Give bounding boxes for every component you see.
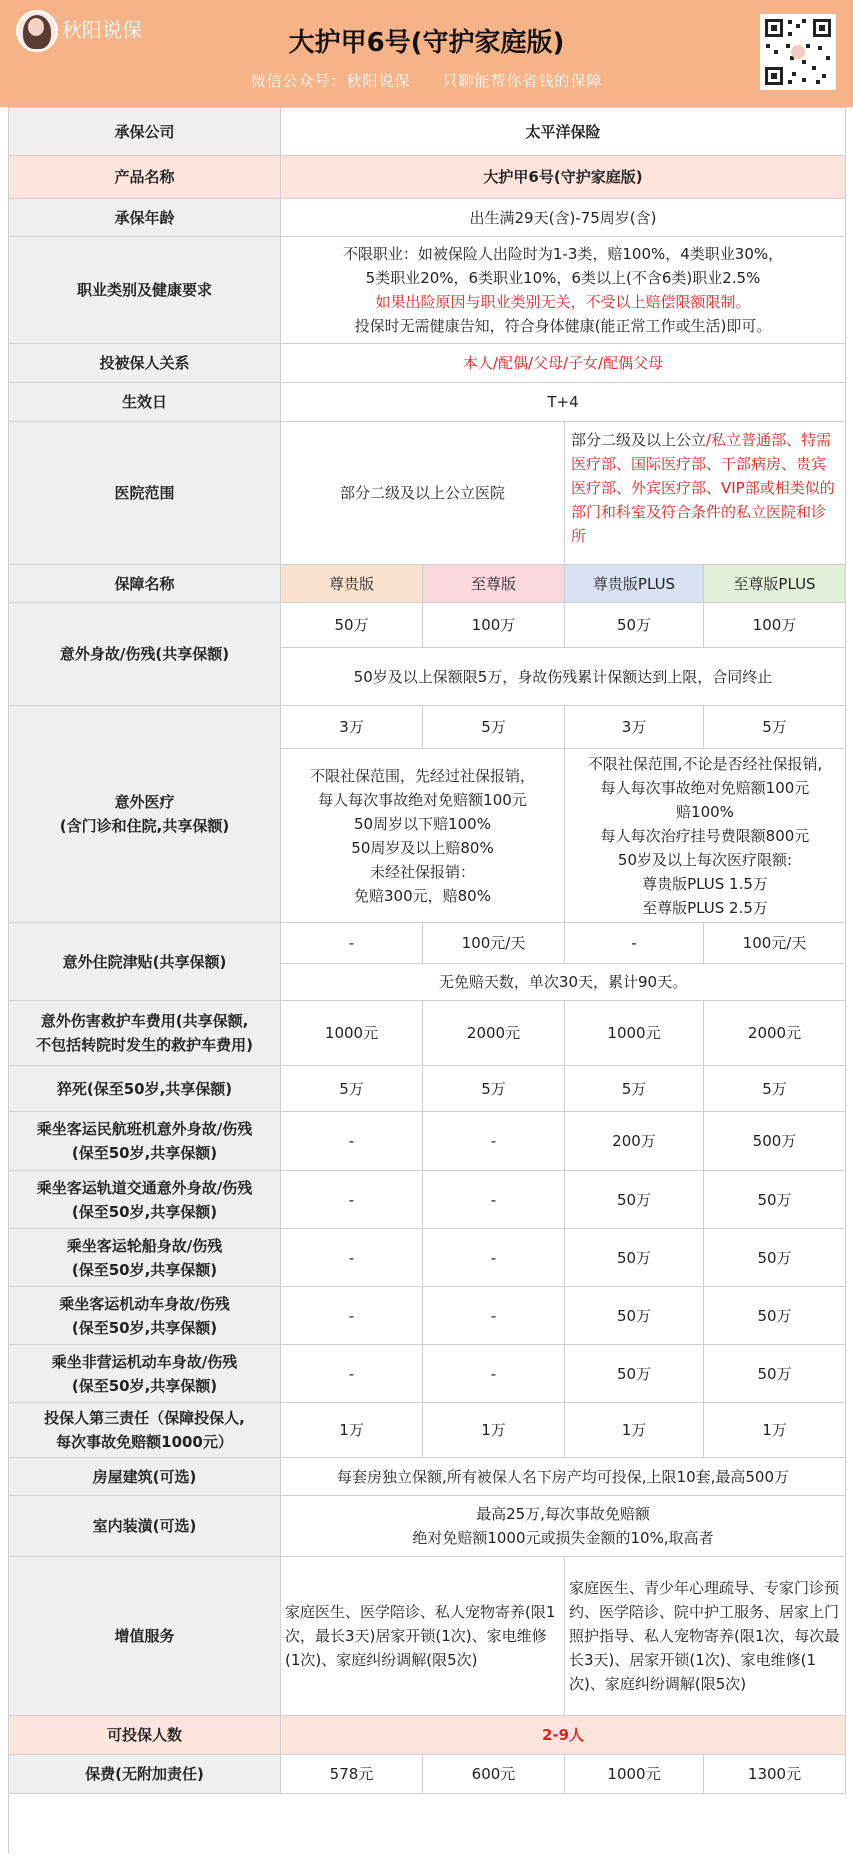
hospital-plus-public: 部分二级及以上公立 (571, 431, 707, 449)
accident-death-note: 50岁及以上保额限5万，身故伤残累计保额达到上限，合同终止 (281, 648, 846, 706)
hospital-plus-private: /私立普通部、特需医疗部、国际医疗部、干部病房、贵宾医疗部、外宾医疗部、VIP部或相类似的部门和科室及符合条件的私立医院和诊所 (571, 431, 835, 545)
premium-label: 保费(无附加责任) (9, 1755, 281, 1794)
hospital-allowance-p1: - (281, 923, 423, 964)
sudden-death-p2: 5万 (423, 1066, 565, 1112)
occupation-line: 不限职业：如被保险人出险时为1-3类，赔100%，4类职业30%， (342, 245, 784, 263)
flight-p2: - (423, 1112, 565, 1171)
hospital-basic: 部分二级及以上公立医院 (281, 422, 565, 565)
company-label: 承保公司 (9, 108, 281, 156)
hospital-allowance-label: 意外住院津贴(共享保额) (9, 923, 281, 1001)
third-party-p2: 1万 (423, 1403, 565, 1458)
ship-label-line: 乘坐客运轮船身故/伤残 (66, 1236, 223, 1255)
rail-label (9, 1171, 281, 1229)
flight-p4: 500万 (704, 1112, 846, 1171)
accident-medical-basic-line: 每人每次事故绝对免赔额100元 (318, 790, 527, 809)
qr-code-icon (760, 14, 836, 90)
rail-p1: - (281, 1171, 423, 1229)
accident-medical-plus-line: 每人每次治疗挂号费限额800元 (600, 826, 810, 845)
accident-medical-label-line: 意外医疗 (114, 793, 175, 811)
ship-p4: 50万 (704, 1229, 846, 1287)
accident-death-p3: 50万 (565, 603, 704, 648)
decoration-label: 室内装潢(可选) (9, 1496, 281, 1557)
effective-label: 生效日 (9, 383, 281, 422)
accident-medical-plus-line: 至尊版PLUS 2.5万 (642, 898, 768, 917)
ship-p2: - (423, 1229, 565, 1287)
value-added-plus: 家庭医生、青少年心理疏导、专家门诊预约、医学陪诊、院中护工服务、居家上门照护指导、私人宠物寄养(限1次，每次最长3天)、居家开锁(1次)、家电维修(1次)、家庭纠纷调解(限5次) (565, 1557, 846, 1716)
ship-label-line: (保至50岁,共享保额) (71, 1260, 218, 1279)
ambulance-label-line: 意外伤害救护车费用(共享保额, (40, 1012, 249, 1030)
car-p3: 50万 (565, 1345, 704, 1403)
rail-p2: - (423, 1171, 565, 1229)
accident-medical-basic-line: 50周岁及以上赔80% (351, 838, 494, 857)
accident-death-p2: 100万 (423, 603, 565, 648)
car-p2: - (423, 1345, 565, 1403)
accident-death-p1: 50万 (281, 603, 423, 648)
ambulance-label-line: 不包括转院时发生的救护车费用) (36, 1036, 253, 1054)
plan-header-3: 尊贵版PLUS (565, 565, 704, 603)
car-label-line: (保至50岁,共享保额) (71, 1376, 218, 1395)
bus-label (9, 1287, 281, 1345)
occupation-value (281, 237, 846, 344)
sudden-death-label: 猝死(保至50岁,共享保额) (9, 1066, 281, 1112)
flight-label-line: (保至50岁,共享保额) (71, 1144, 218, 1162)
premium-p2: 600元 (423, 1755, 565, 1794)
premium-p3: 1000元 (565, 1755, 704, 1794)
rail-label-line: 乘坐客运轨道交通意外身故/伤残 (36, 1178, 253, 1197)
third-party-p1: 1万 (281, 1403, 423, 1458)
third-party-label (9, 1403, 281, 1458)
age-value: 出生满29天(含)-75周岁(含) (281, 199, 846, 237)
bus-p2: - (423, 1287, 565, 1345)
accident-medical-plus-line: 赔100% (676, 802, 734, 821)
brand-name: 秋阳说保 (62, 18, 142, 42)
rail-label-line: (保至50岁,共享保额) (71, 1202, 218, 1221)
accident-medical-p1: 3万 (281, 706, 423, 749)
health-requirement: 投保时无需健康告知，符合身体健康(能正常工作或生活)即可。 (354, 317, 772, 335)
page-title: 大护甲6号(守护家庭版) (288, 28, 565, 58)
third-party-p4: 1万 (704, 1403, 846, 1458)
ambulance-p4: 2000元 (704, 1001, 846, 1066)
ship-p1: - (281, 1229, 423, 1287)
page-subtitle: 微信公众号：秋阳说保 只聊能帮你省钱的保障 (250, 72, 603, 90)
plan-header-2: 至尊版 (423, 565, 565, 603)
flight-label-line: 乘坐客运民航班机意外身故/伤残 (36, 1120, 253, 1138)
product-value: 大护甲6号(守护家庭版) (281, 156, 846, 199)
flight-label (9, 1112, 281, 1171)
house-value: 每套房独立保额,所有被保人名下房产均可投保,上限10套,最高500万 (281, 1458, 846, 1496)
hospital-allowance-p3: - (565, 923, 704, 964)
accident-medical-plus-line: 每人每次事故绝对免赔额100元 (600, 778, 810, 797)
car-label (9, 1345, 281, 1403)
third-party-p3: 1万 (565, 1403, 704, 1458)
insured-count-value: 2-9人 (281, 1716, 846, 1755)
accident-death-p4: 100万 (704, 603, 846, 648)
bus-label-line: 乘坐客运机动车身故/伤残 (59, 1294, 230, 1313)
accident-medical-plus-line: 不限社保范围,不论是否经社保报销, (587, 754, 823, 773)
bus-p4: 50万 (704, 1287, 846, 1345)
third-party-label-line: 投保人第三责任（保障投保人, (44, 1409, 245, 1427)
header (0, 0, 853, 107)
rail-p4: 50万 (704, 1171, 846, 1229)
accident-medical-basic-line: 不限社保范围，先经过社保报销， (309, 766, 535, 785)
car-p4: 50万 (704, 1345, 846, 1403)
house-label: 房屋建筑(可选) (9, 1458, 281, 1496)
bus-p3: 50万 (565, 1287, 704, 1345)
ambulance-label (9, 1001, 281, 1066)
accident-medical-basic-line: 免赔300元，赔80% (354, 886, 491, 905)
value-added-basic: 家庭医生、医学陪诊、私人宠物寄养(限1次，最长3天)居家开锁(1次)、家电维修(1次)、家庭纠纷调解(限5次) (281, 1557, 565, 1716)
accident-medical-plus-line: 尊贵版PLUS 1.5万 (642, 874, 768, 893)
ambulance-p3: 1000元 (565, 1001, 704, 1066)
ship-p3: 50万 (565, 1229, 704, 1287)
accident-medical-p3: 3万 (565, 706, 704, 749)
accident-medical-plus-line: 50岁及以上每次医疗限额: (617, 850, 793, 869)
relation-label: 投被保人关系 (9, 344, 281, 383)
flight-p3: 200万 (565, 1112, 704, 1171)
effective-value: T+4 (281, 383, 846, 422)
hospital-plus (565, 422, 846, 565)
hospital-label: 医院范围 (9, 422, 281, 565)
sudden-death-p3: 5万 (565, 1066, 704, 1112)
rail-p3: 50万 (565, 1171, 704, 1229)
accident-medical-basic-line: 50周岁以下赔100% (354, 814, 491, 833)
accident-medical-label-line: (含门诊和住院,共享保额) (59, 817, 230, 835)
insured-count-label: 可投保人数 (9, 1716, 281, 1755)
value-added-label: 增值服务 (9, 1557, 281, 1716)
accident-medical-plus (565, 749, 846, 923)
premium-p4: 1300元 (704, 1755, 846, 1794)
bus-label-line: (保至50岁,共享保额) (71, 1318, 218, 1337)
decoration-line: 最高25万,每次事故免赔额 (476, 1505, 650, 1523)
third-party-label-line: 每次事故免赔额1000元） (56, 1433, 233, 1451)
plan-header-1: 尊贵版 (281, 565, 423, 603)
accident-medical-label (9, 706, 281, 923)
product-label: 产品名称 (9, 156, 281, 199)
plan-header-4: 至尊版PLUS (704, 565, 846, 603)
occupation-label: 职业类别及健康要求 (9, 237, 281, 344)
premium-p1: 578元 (281, 1755, 423, 1794)
ambulance-p2: 2000元 (423, 1001, 565, 1066)
age-label: 承保年龄 (9, 199, 281, 237)
hospital-allowance-p2: 100元/天 (423, 923, 565, 964)
accident-medical-basic-line: 未经社保报销： (369, 862, 475, 881)
occupation-line: 5类职业20%，6类职业10%，6类以上(不含6类)职业2.5% (365, 269, 761, 287)
accident-medical-p4: 5万 (704, 706, 846, 749)
hospital-allowance-p4: 100元/天 (704, 923, 846, 964)
accident-medical-basic (281, 749, 565, 923)
relation-value: 本人/配偶/父母/子女/配偶父母 (281, 344, 846, 383)
accident-medical-p2: 5万 (423, 706, 565, 749)
sudden-death-p1: 5万 (281, 1066, 423, 1112)
bus-p1: - (281, 1287, 423, 1345)
ambulance-p1: 1000元 (281, 1001, 423, 1066)
car-p1: - (281, 1345, 423, 1403)
sudden-death-p4: 5万 (704, 1066, 846, 1112)
ship-label (9, 1229, 281, 1287)
car-label-line: 乘坐非营运机动车身故/伤残 (51, 1352, 238, 1371)
comparison-table (8, 107, 846, 1854)
hospital-allowance-note: 无免赔天数，单次30天，累计90天。 (281, 964, 846, 1001)
plans-label: 保障名称 (9, 565, 281, 603)
flight-p1: - (281, 1112, 423, 1171)
occupation-note: 如果出险原因与职业类别无关，不受以上赔偿限额限制。 (375, 293, 751, 311)
decoration-value (281, 1496, 846, 1557)
accident-death-label: 意外身故/伤残(共享保额) (9, 603, 281, 706)
decoration-line: 绝对免赔额1000元或损失金额的10%,取高者 (412, 1529, 714, 1547)
company-value: 太平洋保险 (281, 108, 846, 156)
